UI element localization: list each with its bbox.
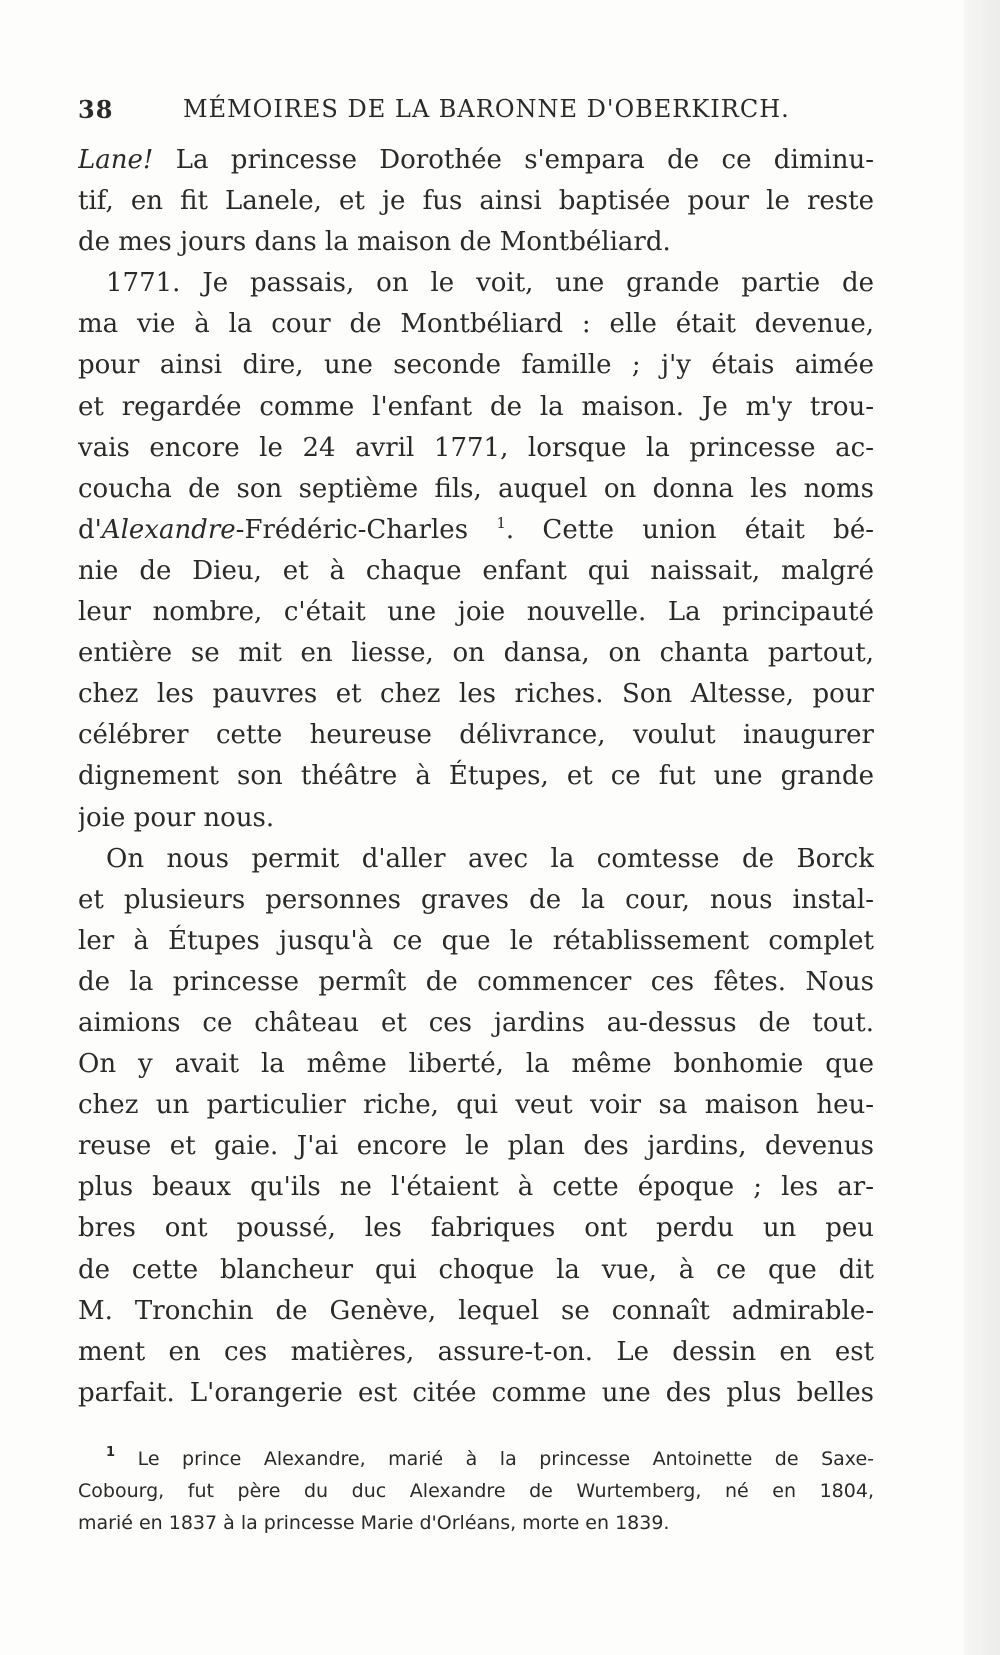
text-line	[78, 140, 874, 181]
text-line: tif, en fit Lanele, et je fus ainsi baptisée pour le reste	[78, 186, 874, 217]
text-line: M. Tronchin de Genève, lequel se connaît admirable-	[78, 1295, 874, 1326]
footnote-line	[78, 1443, 874, 1475]
text-line: reuse et gaie. J'ai encore le plan des jardins, devenus	[78, 1131, 874, 1162]
page-number: 38	[78, 95, 114, 124]
text-line: de cette blancheur qui choque la vue, à ce que dit	[78, 1254, 874, 1285]
text-line: ler à Étupes jusqu'à ce que le rétablissement complet	[78, 925, 874, 956]
text-line: et regardée comme l'enfant de la maison. Je m'y trou-	[78, 391, 874, 422]
body-text	[78, 140, 874, 1414]
text-line: coucha de son septième fils, auquel on donna les noms	[78, 473, 874, 504]
text-line: de mes jours dans la maison de Montbéliard.	[78, 227, 671, 258]
italic-word: Lane!	[78, 145, 154, 175]
text-line: et plusieurs personnes graves de la cour, nous instal-	[78, 884, 874, 915]
text-line: 1771. Je passais, on le voit, une grande partie de	[106, 268, 874, 299]
page-header	[78, 95, 878, 129]
text-line: chez les pauvres et chez les riches. Son Altesse, pour	[78, 679, 874, 710]
footnote-line: marié en 1837 à la princesse Marie d'Orléans, morte en 1839.	[78, 1512, 670, 1534]
text-line: dignement son théâtre à Étupes, et ce fut une grande	[78, 761, 874, 792]
text-line: leur nombre, c'était une joie nouvelle. La principauté	[78, 597, 874, 628]
text-line: nie de Dieu, et à chaque enfant qui naissait, malgré	[78, 555, 874, 586]
text-span: d'	[78, 514, 102, 545]
text-line: joie pour nous.	[78, 802, 275, 833]
text-line: plus beaux qu'ils ne l'étaient à cette époque ; les ar-	[78, 1172, 874, 1203]
text-line: aimions ce château et ces jardins au-dessus de tout.	[78, 1007, 874, 1038]
footnote-reference[interactable]: 1	[496, 513, 506, 532]
text-line: célébrer cette heureuse délivrance, voulut inaugurer	[78, 720, 874, 751]
text-line: vais encore le 24 avril 1771, lorsque la princesse ac-	[78, 432, 874, 463]
text-line: entière se mit en liesse, on dansa, on chanta partout,	[78, 638, 874, 669]
text-span: La princesse Dorothée s'empara de ce diminu-	[153, 145, 874, 175]
text-line: bres ont poussé, les fabriques ont perdu un peu	[78, 1213, 874, 1244]
text-line: On nous permit d'aller avec la comtesse de Borck	[106, 843, 874, 874]
footnote-text: Le prince Alexandre, marié à la princesse Antoinette de Saxe-	[137, 1448, 874, 1470]
text-line: parfait. L'orangerie est citée comme une des plus belles	[78, 1377, 874, 1408]
text-line: pour ainsi dire, une seconde famille ; j'y étais aimée	[78, 350, 874, 381]
text-span: . Cette union était bé-	[505, 514, 874, 545]
text-line: chez un particulier riche, qui veut voir sa maison heu-	[78, 1090, 874, 1121]
footnote-line: Cobourg, fut père du duc Alexandre de Wurtemberg, né en 1804,	[78, 1480, 874, 1502]
page-edge	[964, 0, 1000, 1655]
text-line: ment en ces matières, assure-t-on. Le dessin en est	[78, 1336, 874, 1367]
footnote-marker: 1	[106, 1445, 116, 1460]
running-title: MÉMOIRES DE LA BARONNE D'OBERKIRCH.	[183, 95, 790, 123]
italic-word: Alexandre	[101, 514, 236, 545]
text-span: -Frédéric-Charles	[235, 514, 497, 545]
footnotes	[78, 1443, 874, 1539]
text-line: ma vie à la cour de Montbéliard : elle était devenue,	[78, 309, 874, 340]
text-line: de la princesse permît de commencer ces fêtes. Nous	[78, 966, 874, 997]
text-line: On y avait la même liberté, la même bonhomie que	[78, 1049, 874, 1080]
text-line	[78, 510, 874, 551]
